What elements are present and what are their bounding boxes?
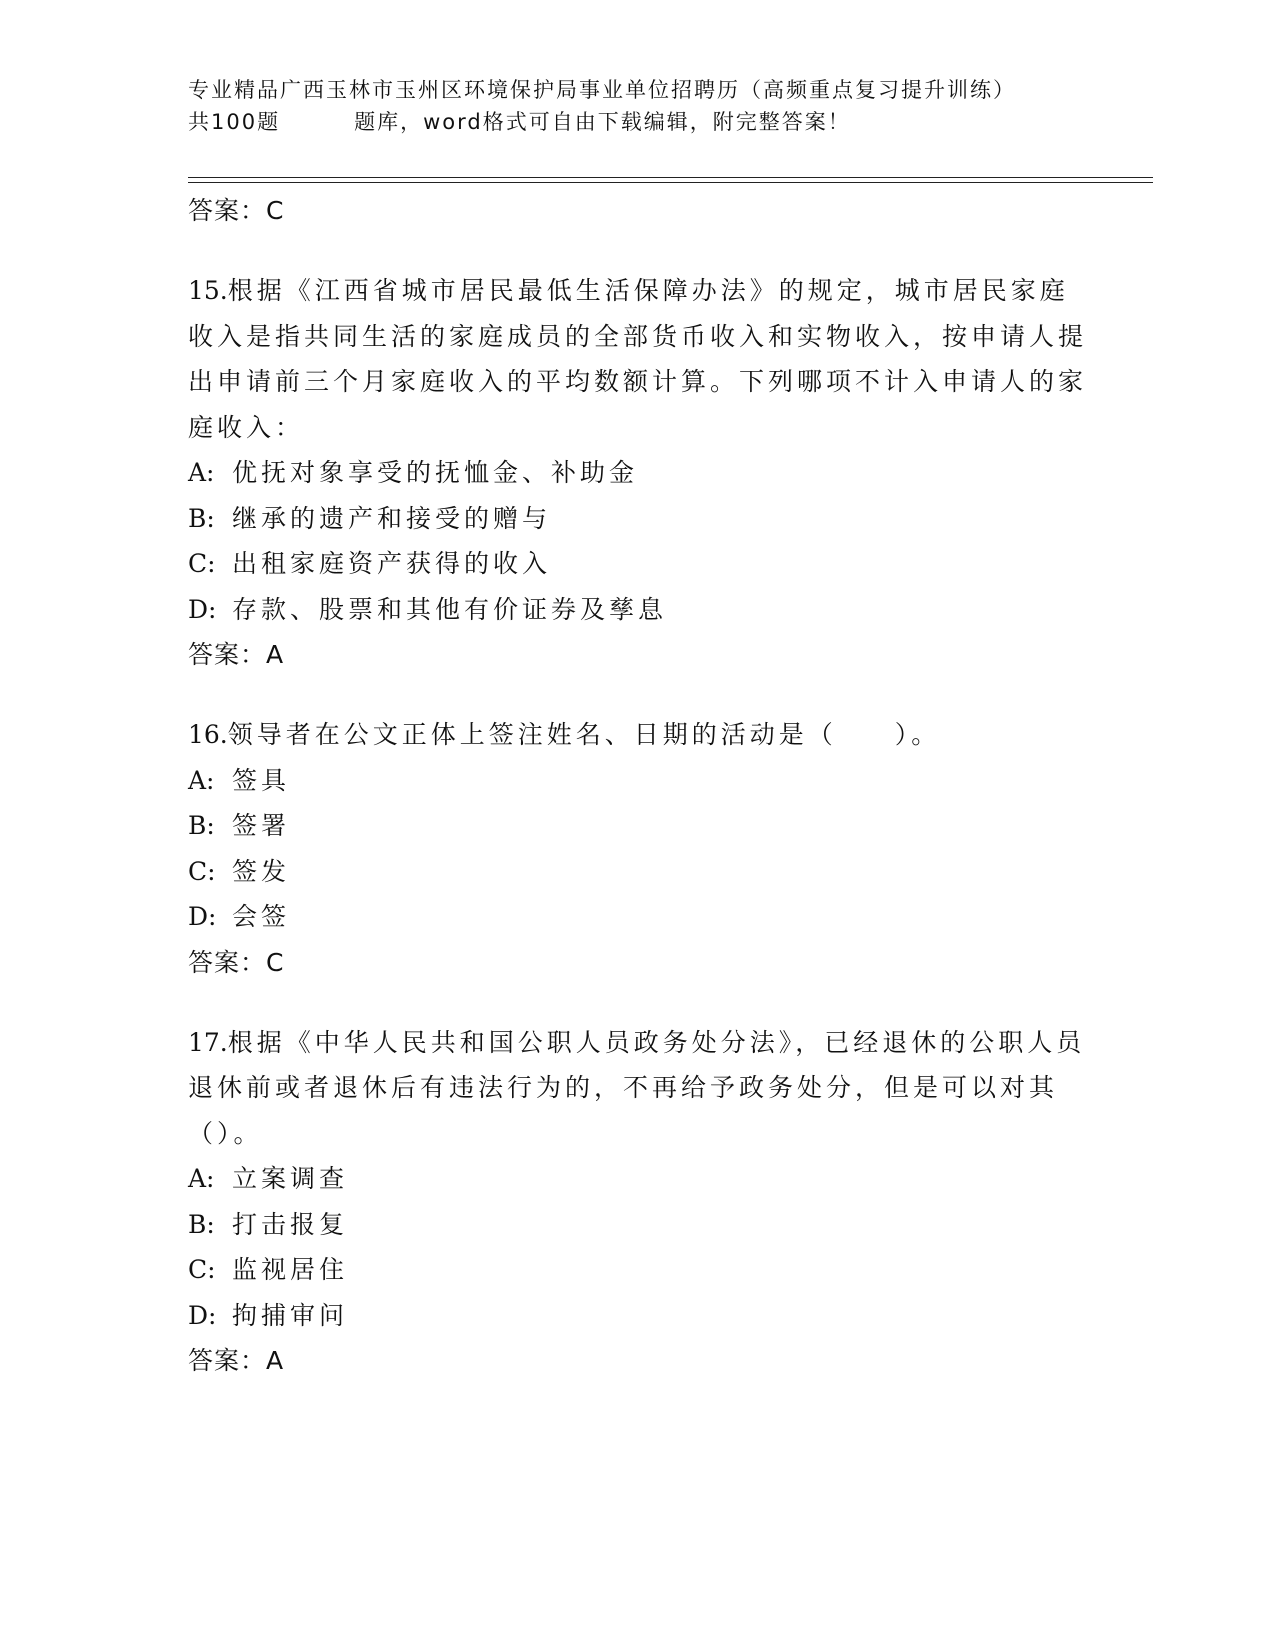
option-text: 出租家庭资产获得的收入 bbox=[232, 549, 552, 578]
option-letter: A: bbox=[188, 765, 215, 795]
header-title-line: 专业精品广西玉林市玉州区环境保护局事业单位招聘历（高频重点复习提升训练） bbox=[188, 78, 1016, 102]
question-text: 根据《中华人民共和国公职人员政务处分法》，已经退休的公职人员退休前或者退休后有违法行为的，不再给予政务处分，但是可以对其（）。 bbox=[188, 1027, 1086, 1148]
option-b bbox=[188, 803, 1088, 849]
option-letter: C: bbox=[188, 1255, 216, 1284]
header-subtitle-line bbox=[188, 106, 1088, 138]
header-divider-top bbox=[188, 177, 1153, 178]
page-header bbox=[188, 74, 1088, 138]
previous-answer: 答案：C bbox=[188, 196, 285, 225]
question-stem bbox=[188, 1020, 1088, 1157]
option-b bbox=[188, 496, 1088, 542]
option-letter: B: bbox=[188, 503, 215, 533]
question-15 bbox=[188, 268, 1088, 678]
question-text: 根据《江西省城市居民最低生活保障办法》的规定，城市居民家庭收入是指共同生活的家庭成员的全部货币收入和实物收入，按申请人提出申请前三个月家庭收入的平均数额计算。下列哪项不计入申请人的家庭收入： bbox=[188, 276, 1088, 442]
answer-line: 答案：A bbox=[188, 1346, 285, 1375]
option-text: 打击报复 bbox=[232, 1209, 349, 1239]
question-number: 15. bbox=[188, 276, 228, 305]
header-divider-bottom bbox=[188, 182, 1153, 183]
header-question-count: 共100题 bbox=[188, 110, 281, 134]
question-list bbox=[188, 188, 1088, 1384]
option-text: 监视居住 bbox=[232, 1255, 349, 1284]
question-number: 17. bbox=[188, 1027, 228, 1057]
question-stem bbox=[188, 268, 1088, 450]
header-format-note: 题库，word格式可自由下载编辑，附完整答案！ bbox=[354, 110, 851, 134]
option-letter: A: bbox=[188, 458, 215, 487]
option-a bbox=[188, 450, 1088, 496]
option-text: 继承的遗产和接受的赠与 bbox=[232, 503, 552, 533]
question-17 bbox=[188, 1020, 1088, 1385]
option-a bbox=[188, 758, 1088, 804]
question-stem bbox=[188, 712, 1088, 758]
option-d bbox=[188, 587, 1088, 633]
option-letter: D: bbox=[188, 1300, 217, 1330]
option-text: 立案调查 bbox=[232, 1164, 349, 1193]
option-text: 签具 bbox=[232, 765, 291, 795]
option-letter: C: bbox=[188, 549, 216, 578]
option-letter: A: bbox=[188, 1164, 215, 1193]
option-letter: B: bbox=[188, 1209, 215, 1239]
option-letter: B: bbox=[188, 811, 215, 840]
question-number: 16. bbox=[188, 720, 228, 749]
answer-line: 答案：A bbox=[188, 640, 285, 669]
option-letter: C: bbox=[188, 856, 216, 886]
answer-line: 答案：C bbox=[188, 947, 285, 977]
option-text: 会签 bbox=[232, 902, 291, 931]
question-text: 领导者在公文正体上签注姓名、日期的活动是（ ）。 bbox=[227, 720, 941, 749]
option-c bbox=[188, 1247, 1088, 1293]
option-text: 拘捕审问 bbox=[232, 1300, 349, 1330]
option-d bbox=[188, 894, 1088, 940]
option-letter: D: bbox=[188, 594, 217, 624]
option-d bbox=[188, 1293, 1088, 1339]
option-c bbox=[188, 541, 1088, 587]
option-text: 签发 bbox=[232, 856, 291, 886]
option-text: 优抚对象享受的抚恤金、补助金 bbox=[232, 458, 639, 487]
option-text: 签署 bbox=[232, 811, 291, 840]
option-a bbox=[188, 1156, 1088, 1202]
option-letter: D: bbox=[188, 902, 217, 931]
option-b bbox=[188, 1202, 1088, 1248]
option-text: 存款、股票和其他有价证券及孳息 bbox=[232, 594, 668, 624]
option-c bbox=[188, 849, 1088, 895]
question-16 bbox=[188, 712, 1088, 986]
